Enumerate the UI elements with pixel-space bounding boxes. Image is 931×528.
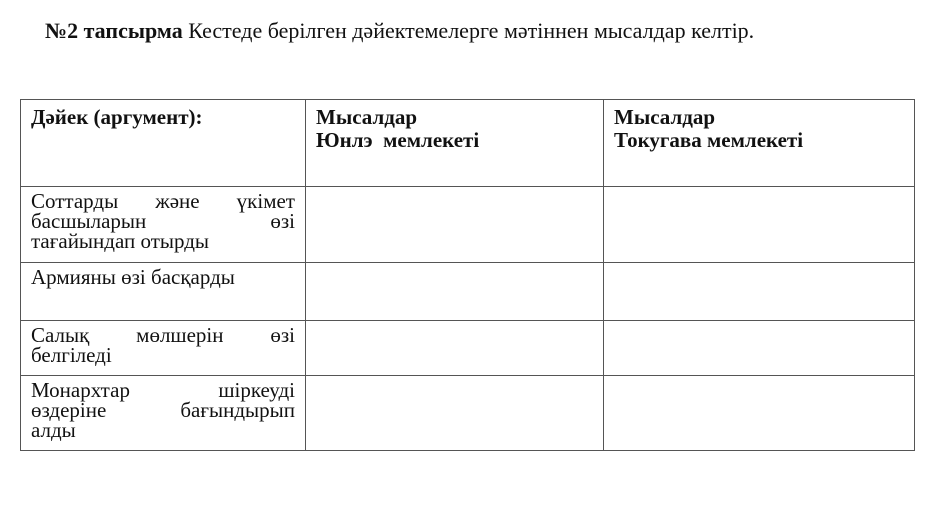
argument-line: Монархтар шіркеуді: [31, 378, 295, 402]
example-cell-yunle[interactable]: [306, 376, 604, 451]
header-argument-label: Дәйек (аргумент):: [31, 105, 203, 129]
table-row: [21, 263, 915, 321]
table-row: [21, 187, 915, 263]
example-cell-tokugawa[interactable]: [604, 321, 915, 376]
example-cell-yunle[interactable]: [306, 187, 604, 263]
argument-line: Салық мөлшерін өзі: [31, 323, 295, 347]
header-examples-yunle-title: Мысалдар: [316, 105, 418, 129]
header-examples-tokugawa-subtitle: Токугава мемлекеті: [614, 128, 804, 152]
argument-line: өздеріне бағындырып: [31, 398, 295, 422]
header-examples-yunle: [306, 100, 604, 187]
argument-cell: [21, 263, 306, 321]
argument-cell: [21, 187, 306, 263]
argument-cell: [21, 376, 306, 451]
example-cell-tokugawa[interactable]: [604, 263, 915, 321]
example-cell-tokugawa[interactable]: [604, 376, 915, 451]
arguments-table: [20, 99, 915, 451]
argument-line: белгіледі: [31, 343, 112, 367]
table-row: [21, 321, 915, 376]
table-header-row: [21, 100, 915, 187]
argument-line: Армияны өзі басқарды: [31, 265, 235, 289]
argument-cell: [21, 321, 306, 376]
argument-line: алды: [31, 418, 76, 442]
task-number: №2 тапсырма: [45, 18, 183, 43]
example-cell-yunle[interactable]: [306, 263, 604, 321]
header-examples-tokugawa-title: Мысалдар: [614, 105, 716, 129]
header-examples-tokugawa: [604, 100, 915, 187]
argument-line: Соттарды және үкімет: [31, 189, 295, 213]
argument-line: басшыларын өзі: [31, 209, 295, 233]
task-instruction: Кестеде берілген дәйектемелерге мәтіннен мысалдар келтір.: [182, 18, 755, 43]
table-row: [21, 376, 915, 451]
header-argument: [21, 100, 306, 187]
task-heading: [45, 17, 754, 45]
header-examples-yunle-subtitle: Юнлэ мемлекеті: [316, 128, 480, 152]
example-cell-tokugawa[interactable]: [604, 187, 915, 263]
example-cell-yunle[interactable]: [306, 321, 604, 376]
argument-line: тағайындап отырды: [31, 229, 210, 253]
